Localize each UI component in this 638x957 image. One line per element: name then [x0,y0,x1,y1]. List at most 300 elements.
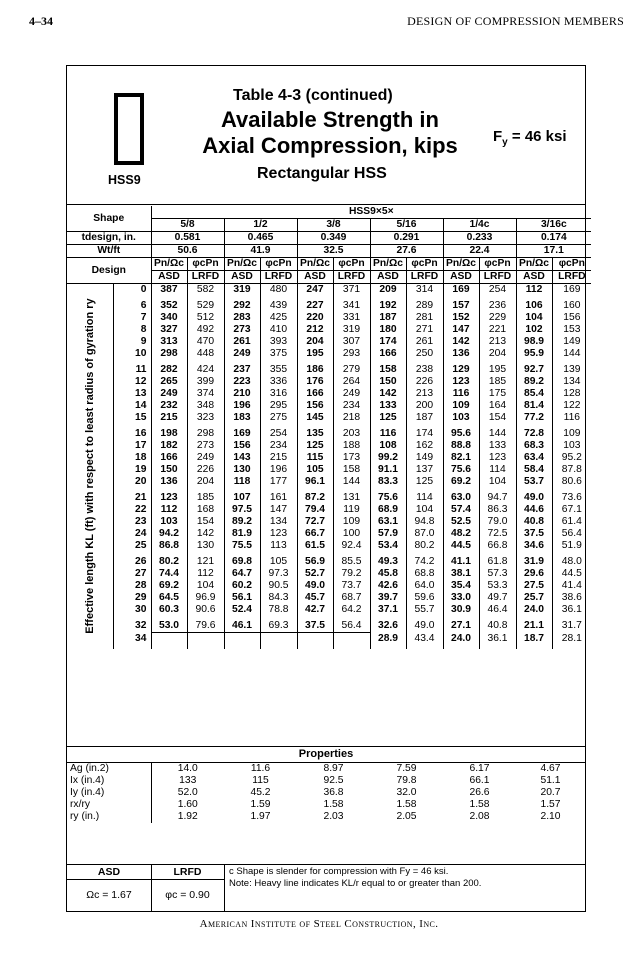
footnotes [229,866,579,890]
property-value: 133 [179,775,197,786]
strength-value: 104 [516,312,552,324]
strength-value: 49.0 [406,620,443,633]
strength-value: 175 [479,388,516,400]
strength-value: 92.7 [516,364,552,376]
asd-formula: Pn/Ωc [224,258,260,271]
strength-value: 289 [406,300,443,312]
side-label: Effective length KL (ft) with respect to least radius of gyration ry [84,298,96,634]
strength-value: 183 [224,412,260,424]
lrfd-label: LRFD [552,271,591,284]
strength-value: 210 [224,388,260,400]
strength-value: 220 [297,312,333,324]
strength-value: 90.5 [260,580,297,592]
strength-value: 352 [151,300,187,312]
weight-value: 50.6 [151,245,224,258]
strength-value: 51.9 [552,540,591,552]
strength-value: 137 [406,464,443,476]
hss-section-icon [114,93,144,165]
weight-value: 27.6 [370,245,443,258]
strength-value: 80.6 [552,476,591,488]
strength-value: 46.1 [224,620,260,633]
strength-value: 192 [370,300,406,312]
property-value: 26.6 [469,787,490,798]
strength-value: 123 [443,376,479,388]
strength-value: 116 [552,412,591,424]
strength-value: 160 [552,300,591,312]
shape-label: Shape [93,212,125,224]
strength-value: 238 [406,364,443,376]
tdesign-value: 0.581 [151,232,224,245]
strength-value: 69.2 [443,476,479,488]
strength-value: 154 [187,516,224,528]
strength-value: 215 [260,452,297,464]
spacer [333,645,370,649]
strength-value: 492 [187,324,224,336]
strength-value: 66.7 [297,528,333,540]
kl-value: 25 [135,540,147,551]
kl-value: 11 [135,364,147,375]
strength-value: 136 [151,476,187,488]
strength-value: 92.4 [333,540,370,552]
strength-value: 156 [552,312,591,324]
strength-value: 94.7 [479,492,516,504]
strength-value: 36.1 [552,604,591,616]
lrfd-formula: φcPn [552,258,591,271]
table-subtitle: Rectangular HSS [257,165,387,182]
strength-value: 99.2 [370,452,406,464]
strength-value: 166 [370,348,406,360]
strength-value: 169 [443,284,479,297]
strength-value: 177 [260,476,297,488]
strength-value: 40.8 [479,620,516,633]
spacer [406,645,443,649]
asd-label: ASD [151,271,187,284]
strength-value: 85.5 [333,556,370,568]
strength-value: 273 [224,324,260,336]
property-value: 52.0 [177,787,198,798]
strength-value: 264 [333,376,370,388]
title-line-2: Axial Compression, kips [202,133,458,158]
kl-value: 32 [135,620,147,632]
strength-value: 63.4 [516,452,552,464]
strength-value: 142 [443,336,479,348]
strength-value: 79.0 [479,516,516,528]
strength-value: 158 [333,464,370,476]
footnote-heavy-line: Note: Heavy line indicates KL/r equal to or greater than 200. [229,878,482,889]
strength-value: 223 [224,376,260,388]
strength-value: 78.8 [260,604,297,616]
strength-value: 185 [479,376,516,388]
property-value: 1.97 [250,811,271,822]
kl-value: 10 [135,348,147,359]
strength-value: 234 [333,400,370,412]
spacer [151,645,187,649]
strength-value: 81.4 [516,400,552,412]
strength-value: 18.7 [516,633,552,645]
footer-lrfd: LRFD [151,865,225,880]
kl-value: 18 [135,452,147,463]
strength-row [67,324,591,336]
strength-value: 247 [297,284,333,297]
strength-value: 195 [479,364,516,376]
strength-row [67,452,591,464]
strength-value: 37.5 [297,620,333,633]
strength-value: 371 [333,284,370,297]
table-title [191,107,469,159]
strength-value: 275 [260,412,297,424]
strength-value: 96.1 [297,476,333,488]
strength-value: 135 [297,428,333,440]
strength-value: 32.6 [370,620,406,633]
strength-value [260,633,297,645]
thickness-header: 3/8 [297,219,370,232]
tdesign-value: 0.349 [297,232,370,245]
strength-value: 40.8 [516,516,552,528]
strength-value [297,633,333,645]
strength-value: 283 [224,312,260,324]
property-label: Iy (in.4) [67,787,151,799]
properties-title: Properties [67,746,585,763]
strength-value: 425 [260,312,297,324]
strength-value: 156 [297,400,333,412]
spacer [187,645,224,649]
strength-value: 57.3 [479,568,516,580]
strength-value: 90.6 [187,604,224,616]
strength-value: 97.5 [224,504,260,516]
strength-value: 173 [333,452,370,464]
strength-value: 96.9 [187,592,224,604]
property-value: 1.58 [323,799,344,810]
design-label: Design [67,258,151,284]
strength-value: 48.0 [552,556,591,568]
strength-value: 104 [187,580,224,592]
strength-value: 105 [297,464,333,476]
property-value: 79.8 [396,775,417,786]
property-value: 1.60 [177,799,198,810]
strength-value: 234 [260,440,297,452]
strength-value: 480 [260,284,297,297]
strength-value: 42.7 [297,604,333,616]
strength-value [187,633,224,645]
tdesign-label: tdesign, in. [67,232,151,245]
property-value: 20.7 [540,787,561,798]
table-footer [67,864,585,911]
strength-value: 316 [260,388,297,400]
strength-value: 114 [406,492,443,504]
strength-value: 236 [479,300,516,312]
strength-value: 53.4 [370,540,406,552]
property-value: 2.08 [469,811,490,822]
strength-value: 204 [297,336,333,348]
strength-value: 52.5 [443,516,479,528]
strength-value: 226 [187,464,224,476]
title-line-1: Available Strength in [220,107,439,132]
strength-value: 66.8 [479,540,516,552]
strength-value: 133 [370,400,406,412]
spacer [113,645,151,649]
kl-value: 7 [140,312,147,323]
strength-value: 410 [260,324,297,336]
strength-row [67,620,591,633]
strength-value: 80.2 [406,540,443,552]
property-value: 2.10 [540,811,561,822]
property-value: 11.6 [250,763,271,774]
strength-value: 295 [260,400,297,412]
footer-asd: ASD [67,865,152,880]
strength-value: 348 [187,400,224,412]
strength-value: 87.2 [297,492,333,504]
strength-value: 157 [443,300,479,312]
strength-value: 63.0 [443,492,479,504]
strength-value: 293 [333,348,370,360]
strength-value: 24.0 [443,633,479,645]
strength-value: 162 [406,440,443,452]
strength-value: 187 [370,312,406,324]
strength-value: 87.8 [552,464,591,476]
strength-value: 57.9 [370,528,406,540]
strength-value: 340 [151,312,187,324]
strength-value: 133 [479,440,516,452]
strength-value: 142 [187,528,224,540]
kl-value: 17 [135,440,147,451]
strength-value: 136 [443,348,479,360]
asd-formula: Pn/Ωc [297,258,333,271]
strength-value: 84.3 [260,592,297,604]
strength-value: 44.5 [443,540,479,552]
strength-value: 112 [516,284,552,297]
strength-value: 145 [297,412,333,424]
strength-value: 80.2 [151,556,187,568]
strength-table [67,206,591,649]
strength-value: 128 [552,388,591,400]
strength-value: 134 [260,516,297,528]
strength-value: 166 [151,452,187,464]
strength-value: 79.2 [333,568,370,580]
kl-value: 27 [135,568,147,579]
strength-value: 123 [479,452,516,464]
shape-name: HSS9×5× [151,206,591,219]
kl-value: 15 [135,412,147,423]
shape-row [67,206,591,219]
strength-value: 59.6 [406,592,443,604]
design-head-row [67,258,591,271]
strength-value: 106 [516,300,552,312]
strength-value: 424 [187,364,224,376]
property-label: Ix (in.4) [67,775,151,787]
strength-value: 209 [370,284,406,297]
strength-value: 56.4 [552,528,591,540]
property-row [67,775,585,787]
lrfd-formula: φcPn [187,258,224,271]
weight-value: 41.9 [224,245,297,258]
property-value: 1.58 [469,799,490,810]
footnote-slender: c Shape is slender for compression with Fy = 46 ksi. [229,866,449,877]
strength-row [67,528,591,540]
phi-factor: φc = 0.90 [151,880,225,911]
thickness-header: 1/4c [443,219,516,232]
strength-value: 39.7 [370,592,406,604]
strength-value: 187 [406,412,443,424]
strength-value: 121 [187,556,224,568]
strength-value: 41.1 [443,556,479,568]
strength-value [224,633,260,645]
strength-value: 48.2 [443,528,479,540]
strength-value: 68.8 [406,568,443,580]
tdesign-value: 0.291 [370,232,443,245]
strength-value: 166 [297,388,333,400]
strength-value: 55.7 [406,604,443,616]
strength-value: 91.1 [370,464,406,476]
strength-value: 64.0 [406,580,443,592]
kl-value: 12 [135,376,147,387]
strength-value: 103 [443,412,479,424]
kl-value: 23 [135,516,147,527]
strength-value: 88.8 [443,440,479,452]
strength-value: 319 [333,324,370,336]
strength-value: 144 [552,348,591,360]
strength-value: 67.1 [552,504,591,516]
strength-value: 143 [224,452,260,464]
tdesign-row [67,232,591,245]
strength-value: 154 [479,412,516,424]
kl-value: 16 [135,428,147,439]
strength-value: 98.9 [516,336,552,348]
strength-value: 529 [187,300,224,312]
lrfd-formula: φcPn [479,258,516,271]
strength-value: 58.4 [516,464,552,476]
strength-value: 104 [406,504,443,516]
strength-value: 81.9 [224,528,260,540]
strength-value: 112 [151,504,187,516]
strength-value: 185 [187,492,224,504]
strength-value: 60.3 [151,604,187,616]
spacer [297,645,333,649]
strength-value: 147 [260,504,297,516]
strength-value: 279 [333,364,370,376]
strength-value: 97.3 [260,568,297,580]
strength-value: 35.4 [443,580,479,592]
strength-value: 115 [297,452,333,464]
strength-value: 87.0 [406,528,443,540]
strength-row [67,568,591,580]
strength-value: 237 [224,364,260,376]
thickness-header: 5/16 [370,219,443,232]
property-row [67,799,585,811]
kl-value: 9 [140,336,147,347]
strength-value: 254 [260,428,297,440]
strength-value: 30.9 [443,604,479,616]
strength-value: 27.5 [516,580,552,592]
strength-value: 113 [260,540,297,552]
strength-value: 123 [151,492,187,504]
lrfd-formula: φcPn [260,258,297,271]
strength-value: 69.3 [260,620,297,633]
strength-value: 118 [224,476,260,488]
strength-row [67,556,591,568]
strength-row [67,312,591,324]
strength-value: 168 [187,504,224,516]
strength-value: 42.6 [370,580,406,592]
strength-value: 21.1 [516,620,552,633]
strength-value: 204 [187,476,224,488]
group-spacer [67,645,591,649]
side-label-cell [67,284,113,649]
strength-value: 470 [187,336,224,348]
strength-value: 73.6 [552,492,591,504]
strength-value: 56.4 [333,620,370,633]
strength-value: 213 [479,336,516,348]
strength-value: 37.5 [516,528,552,540]
strength-row [67,412,591,424]
property-value: 45.2 [250,787,271,798]
strength-value: 341 [333,300,370,312]
strength-value: 331 [333,312,370,324]
weight-row [67,245,591,258]
property-value: 51.1 [540,775,561,786]
strength-value: 60.2 [224,580,260,592]
strength-value: 95.2 [552,452,591,464]
hss-label: HSS9 [108,173,141,187]
strength-row [67,540,591,552]
strength-value: 94.8 [406,516,443,528]
strength-value: 69.2 [151,580,187,592]
strength-row [67,336,591,348]
spacer [370,645,406,649]
strength-value: 44.5 [552,568,591,580]
strength-value: 103 [151,516,187,528]
strength-value: 79.6 [187,620,224,633]
kl-value: 22 [135,504,147,515]
property-value: 6.17 [469,763,490,774]
strength-value: 68.9 [370,504,406,516]
strength-value: 129 [443,364,479,376]
lrfd-formula: φcPn [333,258,370,271]
tdesign-value: 0.465 [224,232,297,245]
strength-value: 86.3 [479,504,516,516]
strength-value: 512 [187,312,224,324]
strength-value: 53.3 [479,580,516,592]
strength-value: 74.2 [406,556,443,568]
table-continued: Table 4-3 (continued) [233,87,393,104]
strength-value: 95.9 [516,348,552,360]
spacer [552,645,591,649]
strength-value: 119 [333,504,370,516]
asd-formula: Pn/Ωc [151,258,187,271]
strength-value: 28.1 [552,633,591,645]
strength-value: 85.4 [516,388,552,400]
kl-value: 24 [135,528,147,539]
strength-value: 212 [297,324,333,336]
strength-value: 221 [479,324,516,336]
strength-value: 130 [224,464,260,476]
strength-value: 56.9 [297,556,333,568]
thickness-header: 3/16c [516,219,591,232]
strength-value: 56.1 [224,592,260,604]
asd-formula: Pn/Ωc [516,258,552,271]
strength-value: 144 [333,476,370,488]
strength-value: 134 [552,376,591,388]
strength-value: 86.8 [151,540,187,552]
strength-value: 52.7 [297,568,333,580]
strength-value: 75.6 [443,464,479,476]
strength-row [67,492,591,504]
strength-value: 375 [260,348,297,360]
strength-value: 186 [297,364,333,376]
strength-value: 36.1 [479,633,516,645]
strength-value: 153 [552,324,591,336]
strength-value: 282 [151,364,187,376]
strength-value: 336 [260,376,297,388]
